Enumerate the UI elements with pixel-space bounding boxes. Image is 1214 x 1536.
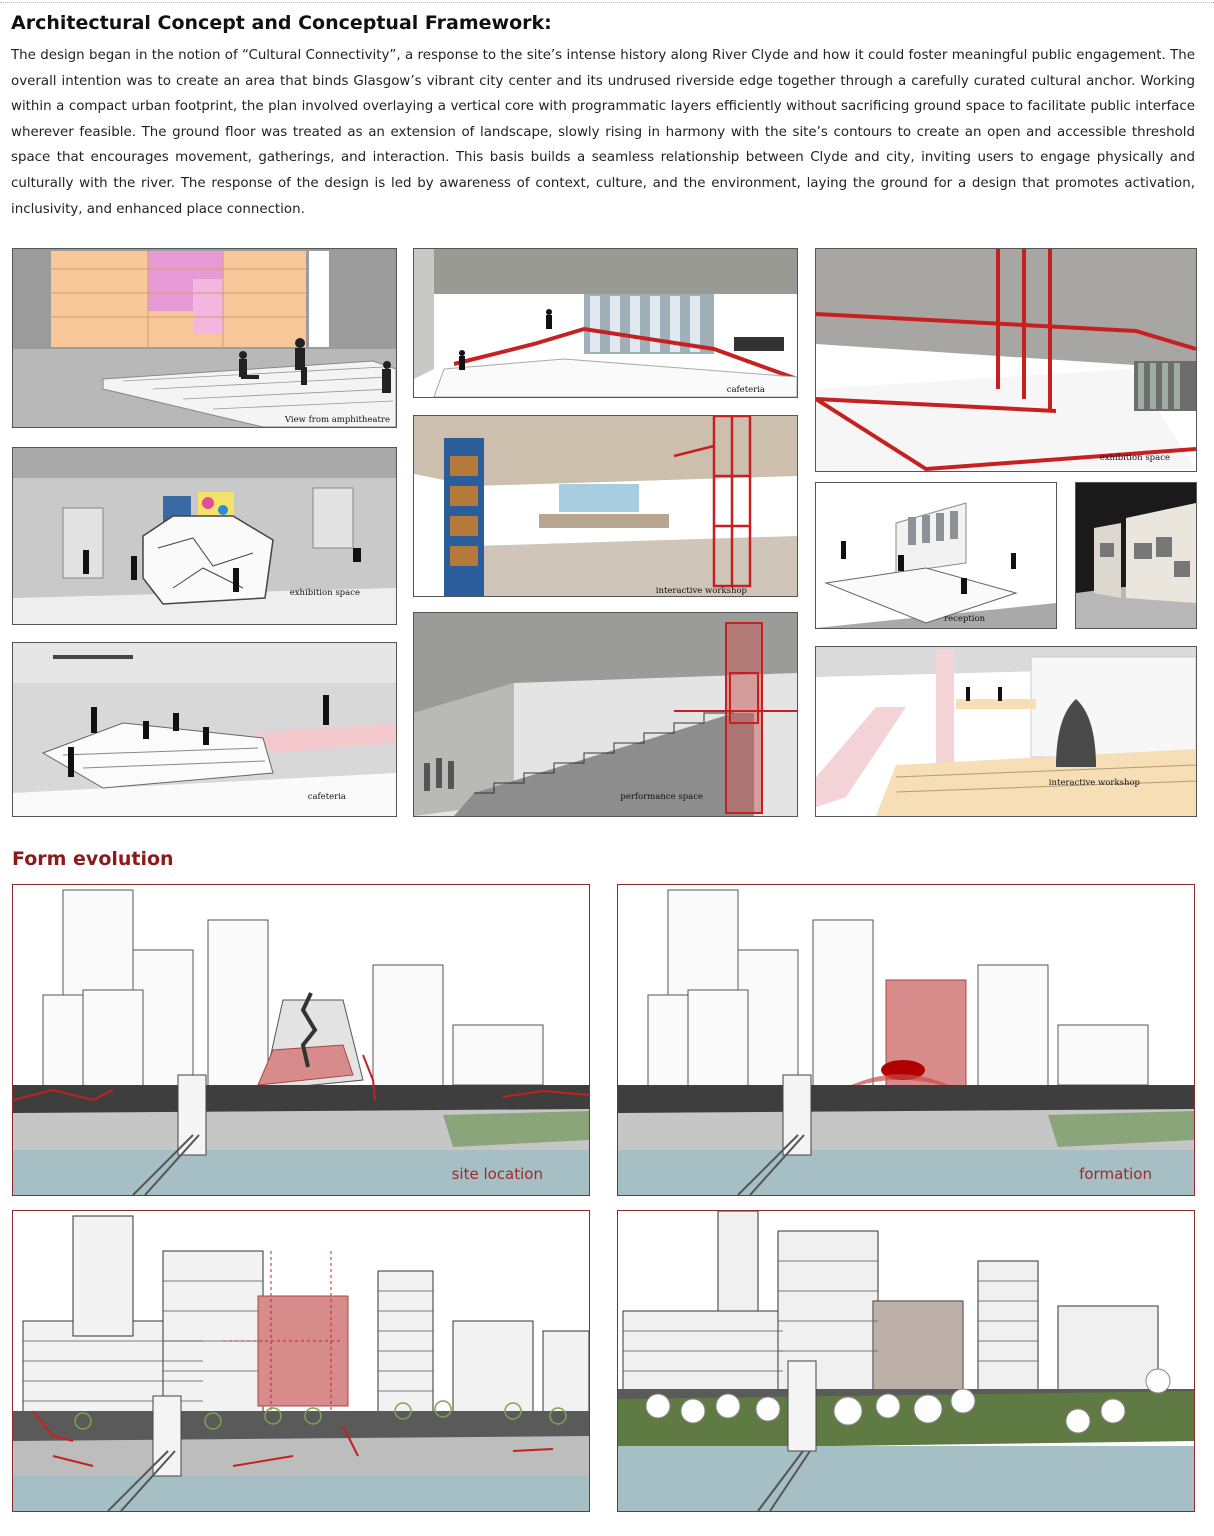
render-caption: exhibition space [289, 588, 360, 598]
render-performance [413, 612, 798, 817]
render-exhibition-2 [12, 447, 397, 625]
render-caption: reception [944, 614, 986, 624]
form-stage-3 [12, 1210, 590, 1512]
form-evolution-title: Form evolution [12, 848, 174, 870]
render-caption: View from amphitheatre [284, 415, 390, 425]
form-stage-site-location [12, 884, 590, 1196]
concept-title: Architectural Concept and Conceptual Framework: [11, 12, 552, 34]
form-stage-label: site location [451, 1165, 543, 1183]
render-workshop-1 [413, 415, 798, 597]
form-stage-label: formation [1079, 1165, 1152, 1183]
form-stage-formation [617, 884, 1195, 1196]
render-caption: cafeteria [307, 792, 346, 802]
render-gallery-photo [1075, 482, 1197, 629]
render-caption: exhibition space [1099, 453, 1170, 463]
concept-paragraph: The design began in the notion of “Cultural Connectivity”, a response to the site’s intense history along River Clyde and how it could foster meaningful public engagement. The overall intention was to create an area that binds Glasgow’s vibrant city center and its undrused riverside edge together through a carefully curated cultural anchor. Working within a compact urban footprint, the plan involved overlaying a vertical core with programmatic layers efficiently without sacrificing ground space to facilitate public interface wherever feasible. The ground floor was treated as an extension of landscape, slowly rising in harmony with the site’s contours to create an open and accessible threshold space that encourages movement, gatherings, and interaction. This basis builds a seamless relationship between Clyde and city, inviting users to engage physically and culturally with the river. The response of the design is led by awareness of context, culture, and the environment, laying the ground for a design that promotes activation, inclusivity, and enhanced place connection. [11, 48, 1195, 217]
render-exhibition-1 [815, 248, 1197, 472]
top-divider [0, 2, 1214, 3]
render-caption: interactive workshop [1048, 778, 1140, 788]
render-cafeteria-1 [413, 248, 798, 398]
render-amphitheatre [12, 248, 397, 428]
render-caption: interactive workshop [655, 586, 747, 596]
render-caption: cafeteria [726, 385, 765, 395]
render-workshop-2 [815, 646, 1197, 817]
render-cafeteria-2 [12, 642, 397, 817]
render-reception [815, 482, 1057, 629]
form-stage-4 [617, 1210, 1195, 1512]
render-caption: performance space [620, 792, 703, 802]
